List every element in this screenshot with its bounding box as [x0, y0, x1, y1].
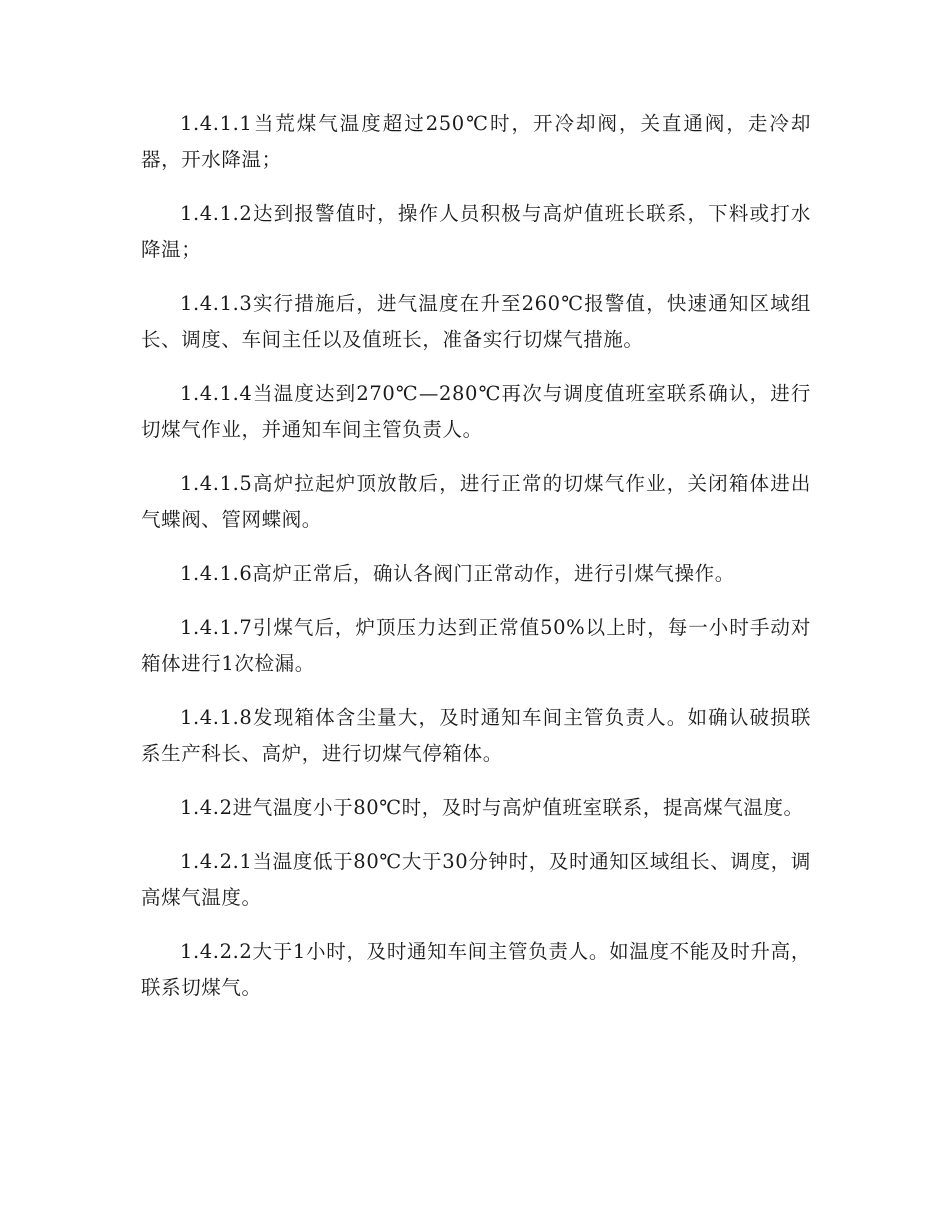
document-body: [141, 106, 811, 1024]
paragraph-1-4-2-1: 1.4.2.1当温度低于80℃大于30分钟时，及时通知区域组长、调度，调高煤气温度。: [141, 850, 811, 909]
paragraph-1-4-1-2: 1.4.1.2达到报警值时，操作人员积极与高炉值班长联系，下料或打水降温；: [141, 202, 811, 261]
paragraph-1-4-1-4: 1.4.1.4当温度达到270℃—280℃再次与调度值班室联系确认，进行切煤气作业，并通知车间主管负责人。: [141, 382, 811, 441]
paragraph-1-4-1-6: 1.4.1.6高炉正常后，确认各阀门正常动作，进行引煤气操作。: [180, 562, 735, 585]
paragraph-1-4-2: 1.4.2进气温度小于80℃时，及时与高炉值班室联系，提高煤气温度。: [180, 796, 804, 819]
paragraph-1-4-1-7: 1.4.1.7引煤气后，炉顶压力达到正常值50%以上时，每一小时手动对箱体进行1次检漏。: [141, 616, 811, 675]
paragraph-1-4-1-8: 1.4.1.8发现箱体含尘量大，及时通知车间主管负责人。如确认破损联系生产科长、高炉，进行切煤气停箱体。: [141, 706, 811, 765]
paragraph-1-4-1-3: 1.4.1.3实行措施后，进气温度在升至260℃报警值，快速通知区域组长、调度、车间主任以及值班长，准备实行切煤气措施。: [141, 292, 811, 351]
paragraph-1-4-2-2: 1.4.2.2大于1小时，及时通知车间主管负责人。如温度不能及时升高，联系切煤气。: [141, 940, 811, 999]
paragraph-1-4-1-1: 1.4.1.1当荒煤气温度超过250℃时，开冷却阀，关直通阀，走冷却器，开水降温；: [141, 112, 811, 171]
paragraph-1-4-1-5: 1.4.1.5高炉拉起炉顶放散后，进行正常的切煤气作业，关闭箱体进出气蝶阀、管网蝶阀。: [141, 472, 811, 531]
